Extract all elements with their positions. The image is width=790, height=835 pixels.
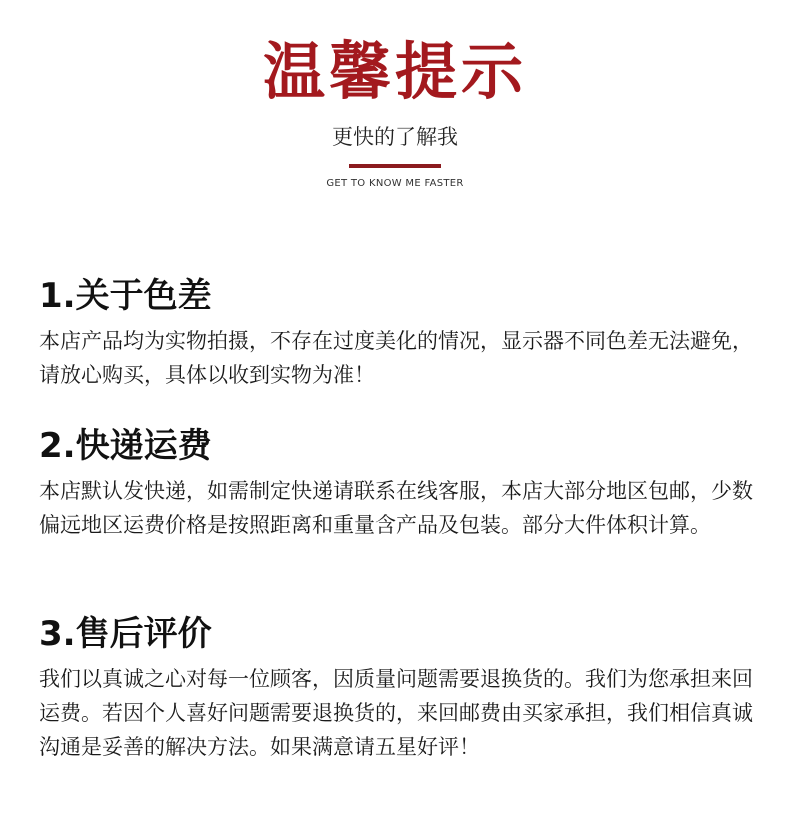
page-subtitle: 更快的了解我 xyxy=(332,125,458,149)
section-body: 本店产品均为实物拍摄，不存在过度美化的情况，显示器不同色差无法避免，请放心购买，具体以收到实物为准！ xyxy=(39,329,753,387)
page-title: 温馨提示 xyxy=(262,35,527,108)
section-color-difference xyxy=(39,274,759,392)
english-tagline: GET TO KNOW ME FASTER xyxy=(326,178,464,189)
section-heading: 2.快递运费 xyxy=(39,426,212,466)
section-after-sales-review xyxy=(39,612,759,764)
section-body: 本店默认发快递，如需制定快递请联系在线客服，本店大部分地区包邮，少数偏远地区运费价格是按照距离和重量含产品及包装。部分大件体积计算。 xyxy=(39,479,753,537)
section-body: 我们以真诚之心对每一位顾客，因质量问题需要退换货的。我们为您承担来回运费。若因个人喜好问题需要退换货的，来回邮费由买家承担，我们相信真诚沟通是妥善的解决方法。如果满意请五星好评！ xyxy=(39,667,753,759)
section-shipping-fee xyxy=(39,424,759,542)
title-divider xyxy=(349,164,441,168)
section-heading: 1.关于色差 xyxy=(39,276,212,316)
section-heading: 3.售后评价 xyxy=(39,614,212,654)
